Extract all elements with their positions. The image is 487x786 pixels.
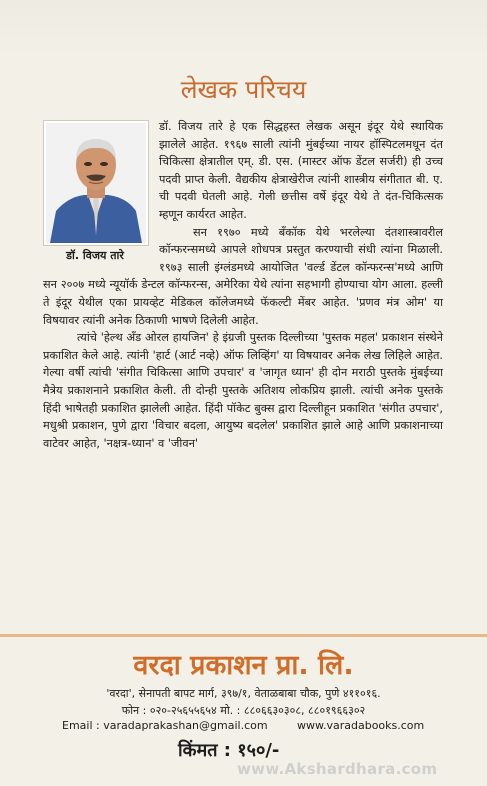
- watermark: www.Akshardhara.com: [237, 760, 438, 778]
- top-band: [0, 0, 487, 55]
- bio-paragraph-2: सन १९७० मध्ये बँकॉक येथे भरलेल्या दंतशास्त्रावरील कॉन्फरन्समध्ये आपले शोधपत्र प्रस्तुत करण्याची संधी त्यांना मिळाली. १९७३ साली इंग्लंडमध्ये आयोजित 'वर्ल्ड डेंटल कॉन्फरन्स'मध्ये आणि सन २००७ मध्ये न्यूयॉर्क डेन्टल कॉन्फरन्स, अमेरिका येथे त्यांना सहभागी होण्याचा योग आला. हल्ली ते इंदूर येथील एका प्रायव्हेट मेडिकल कॉलेजमध्ये फॅकल्टी मेंबर आहेत. 'प्रणव मंत्र ओम' या विषयावर त्यांनी अनेक ठिकाणी भाषणे दिलेली आहेत.: [43, 225, 443, 327]
- publisher-address: 'वरदा', सेनापती बापट मार्ग, ३९७/१, वेताळबाबा चौक, पुणे ४११०१६.: [106, 687, 381, 700]
- bio-paragraph-1: डॉ. विजय तारे हे एक सिद्धहस्त लेखक असून इंदूर येथे स्थायिक झालेले आहेत. १९६७ साली त्यांनी मुंबईच्या नायर हॉस्पिटलमधून दंत चिकित्सा क्षेत्रातील एम्. डी. एस. (मास्टर ऑफ डेंटल सर्जरी) ही उच्च पदवी प्राप्त केली. वैद्यकीय क्षेत्राखेरीज त्यांनी शास्त्रीय संगीतात बी. ए. ची पदवी घेतली आहे. गेली छत्तीस वर्षे इंदूर येथे ते दंत-चिकित्सक म्हणून कार्यरत आहेत.: [159, 120, 443, 221]
- divider-line: [0, 634, 487, 637]
- publisher-phone: फोन : ०२०-२५६५५६५४ मो. : ८८०६६३०३०८, ८८०१९६६३०२: [121, 704, 366, 717]
- publisher-email: Email : varadaprakashan@gmail.com: [62, 719, 268, 732]
- page-title: लेखक परिचय: [180, 75, 307, 104]
- author-caption: डॉ. विजय तारे: [66, 249, 124, 262]
- price-label: किंमत : १५०/-: [178, 740, 280, 761]
- publisher-website: www.varadabooks.com: [297, 719, 425, 732]
- publisher-name: वरदा प्रकाशन प्रा. लि.: [133, 650, 354, 681]
- photo-spacer: [43, 118, 159, 270]
- bio-paragraph-3: त्यांचे 'हेल्थ अँड ओरल हायजिन' हे इंग्रजी पुस्तक दिल्लीच्या 'पुस्तक महल' प्रकाशन संस्थेने प्रकाशित केले आहे. त्यांनी 'हार्ट (आर्ट नव्हे) ऑफ लिव्हिंग' या विषयावर अनेक लेख लिहिले आहेत. गेल्या वर्षी त्यांची 'संगीत चिकित्सा आणि उपचार' व 'जागृत ध्यान' ही दोन मराठी पुस्तके मुंबईच्या मैत्रेय प्रकाशनाने प्रकाशित केली. ती दोन्ही पुस्तके अतिशय लोकप्रिय झाली. त्यांची अनेक पुस्तके हिंदी भाषेतही प्रकाशित झालेली आहेत. हिंदी पॉकेट बुक्स द्वारा दिल्लीहून प्रकाशित 'संगीत उपचार', मधुश्री प्रकाशन, पुणे द्वारा 'विचार बदला, आयुष्य बदलेल' प्रकाशित झाले आहे आणि प्रकाशनाच्या वाटेवर आहेत, 'नक्षत्र-ध्यान' व 'जीवन': [43, 331, 443, 450]
- author-bio: [43, 118, 443, 452]
